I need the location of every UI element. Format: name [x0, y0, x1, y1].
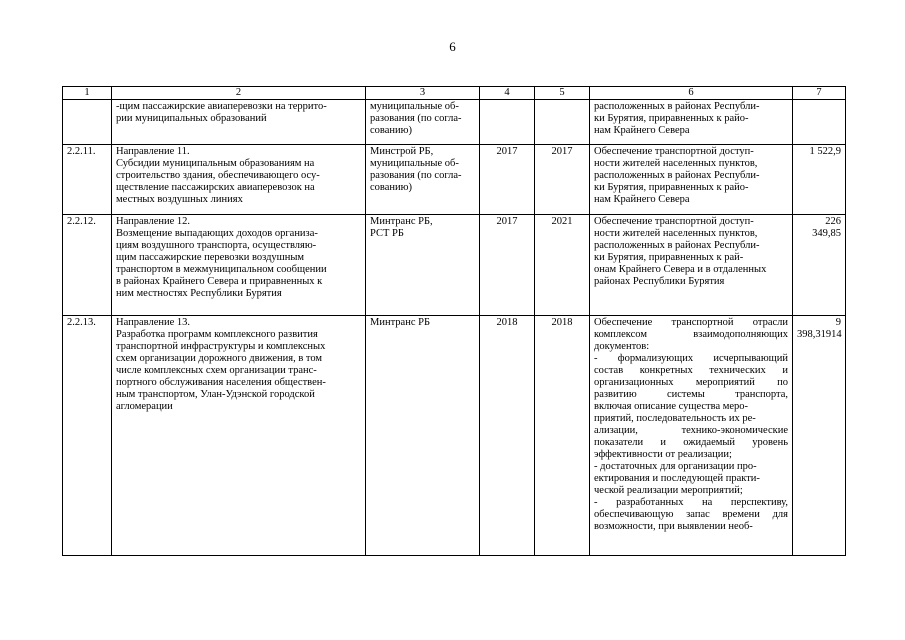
cell-line: муниципальные об- [370, 158, 459, 169]
funding-amount [793, 100, 846, 145]
cell-line: расположенных в районах Республи- [594, 170, 760, 181]
cell-line: муниципальные об- [370, 101, 459, 112]
cell-line: портного обслуживания населения обществен- [116, 377, 326, 388]
cell-line: ним местностях Республики Бурятия [116, 288, 282, 299]
cell-line: числе комплексных схем организации транс- [116, 365, 317, 376]
cell-line: рии муниципальных образований [116, 113, 267, 124]
page-number: 6 [449, 39, 456, 54]
cell-line: Направление 13. [116, 317, 191, 328]
cell-line: Минстрой РБ, [370, 146, 434, 157]
cell-line: ществление пассажирских авиаперевозок на [116, 182, 315, 193]
funding-amount: 1 522,9 [793, 145, 846, 215]
cell-line: - достаточных для организации про- [594, 461, 757, 472]
cell-line: онам Крайнего Севера и в отдаленных [594, 264, 767, 275]
cell-line: Минтранс РБ, [370, 216, 433, 227]
measure-number: 2.2.12. [63, 215, 112, 316]
cell-line: Разработка программ комплексного развития [116, 329, 318, 340]
start-year: 2017 [480, 215, 535, 316]
cell-line: возможности, при выявлении необ- [594, 521, 753, 532]
end-year: 2017 [535, 145, 590, 215]
cell-line: щим пассажирские перевозки воздушным [116, 252, 305, 263]
cell-line: Направление 11. [116, 146, 190, 157]
header-col-4: 4 [480, 87, 535, 100]
cell-line: -щим пассажирские авиаперевозки на террито- [116, 101, 327, 112]
measure-executor [366, 316, 480, 556]
cell-line: приятий, последовательность их ре- [594, 413, 756, 424]
measure-description [112, 145, 366, 215]
cell-line: включая описание существа меро- [594, 401, 749, 412]
funding-amount: 9 398,31914 [793, 316, 846, 556]
measure-executor [366, 145, 480, 215]
cell-line: ности жителей населенных пунктов, [594, 228, 758, 239]
cell-line: районах Республики Бурятия [594, 276, 725, 287]
cell-line: сованию) [370, 182, 412, 193]
table-row [63, 145, 846, 215]
start-year: 2017 [480, 145, 535, 215]
cell-line: нам Крайнего Севера [594, 125, 690, 136]
cell-line: расположенных в районах Республи- [594, 240, 760, 251]
cell-line: Возмещение выпадающих доходов организа- [116, 228, 318, 239]
cell-line: развитию системы транспорта, [594, 389, 788, 400]
cell-line: разования (по согла- [370, 113, 462, 124]
cell-line: Субсидии муниципальным образованиям на [116, 158, 315, 169]
cell-line: в районах Крайнего Севера и приравненных к [116, 276, 323, 287]
end-year: 2021 [535, 215, 590, 316]
expected-result [590, 100, 793, 145]
cell-line: агломерации [116, 401, 173, 412]
cell-line: организационных мероприятий по [594, 377, 788, 388]
cell-line: циям воздушного транспорта, осуществляю- [116, 240, 317, 251]
start-year: 2018 [480, 316, 535, 556]
cell-line: обеспечивающую запас времени для [594, 509, 788, 520]
header-col-3: 3 [366, 87, 480, 100]
cell-line: Минтранс РБ [370, 317, 430, 328]
table-row [63, 100, 846, 145]
cell-line: - формализующих исчерпывающий [594, 353, 788, 364]
cell-line: расположенных в районах Республи- [594, 101, 760, 112]
cell-line: состав конкретных технических и [594, 365, 788, 376]
measure-number: 2.2.11. [63, 145, 112, 215]
end-year: 2018 [535, 316, 590, 556]
table-row [63, 316, 846, 556]
start-year [480, 100, 535, 145]
measure-number: 2.2.13. [63, 316, 112, 556]
cell-line: Направление 12. [116, 216, 191, 227]
cell-line: показатели и ожидаемый уровень [594, 437, 788, 448]
measure-executor [366, 215, 480, 316]
cell-line: схем организации дорожного движения, в том [116, 353, 323, 364]
cell-line: ки Бурятия, приравненных к райо- [594, 182, 749, 193]
cell-line: ектирования и последующей практи- [594, 473, 760, 484]
cell-line: разования (по согла- [370, 170, 462, 181]
end-year [535, 100, 590, 145]
cell-line: сованию) [370, 125, 412, 136]
header-col-6: 6 [590, 87, 793, 100]
table-row [63, 215, 846, 316]
cell-line: ности жителей населенных пунктов, [594, 158, 758, 169]
cell-line: ки Бурятия, приравненных к рай- [594, 252, 744, 263]
header-col-2: 2 [112, 87, 366, 100]
header-col-5: 5 [535, 87, 590, 100]
measure-number [63, 100, 112, 145]
table-header-row [63, 87, 846, 100]
measure-description [112, 215, 366, 316]
cell-line: Обеспечение транспортной отрасли [594, 317, 788, 328]
cell-line: ализации, технико-экономические [594, 425, 788, 436]
expected-result [590, 215, 793, 316]
cell-line: строительство здания, обеспечивающего осу- [116, 170, 320, 181]
cell-line: нам Крайнего Севера [594, 194, 690, 205]
cell-line: Обеспечение транспортной доступ- [594, 216, 754, 227]
funding-amount: 226 349,85 [793, 215, 846, 316]
expected-result [590, 145, 793, 215]
measure-description [112, 100, 366, 145]
cell-line: РСТ РБ [370, 228, 404, 239]
cell-line: документов: [594, 341, 650, 352]
cell-line: комплексом взаимодополняющих [594, 329, 788, 340]
cell-line: транспортной инфраструктуры и комплексных [116, 341, 326, 352]
cell-line: ческой реализации мероприятий; [594, 485, 743, 496]
measure-description [112, 316, 366, 556]
cell-line: ки Бурятия, приравненных к райо- [594, 113, 749, 124]
cell-line: транспортом в межмуниципальном сообщении [116, 264, 327, 275]
cell-line: эффективности от реализации; [594, 449, 732, 460]
program-measures-table [62, 86, 846, 556]
cell-line: Обеспечение транспортной доступ- [594, 146, 754, 157]
cell-line: ным транспортом, Улан-Удэнской городской [116, 389, 315, 400]
header-col-7: 7 [793, 87, 846, 100]
header-col-1: 1 [63, 87, 112, 100]
cell-line: - разработанных на перспективу, [594, 497, 788, 508]
cell-line: местных воздушных линиях [116, 194, 243, 205]
expected-result [590, 316, 793, 556]
measure-executor [366, 100, 480, 145]
